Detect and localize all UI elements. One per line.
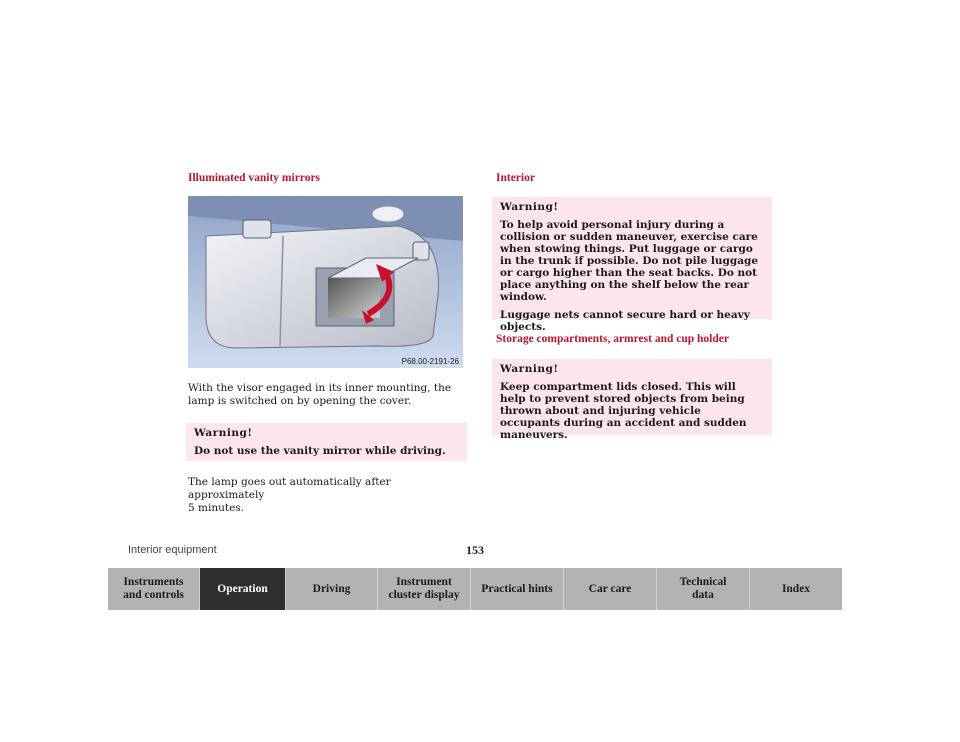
tab-practical-hints[interactable]: Practical hints — [471, 568, 564, 610]
section-heading-vanity-mirrors: Illuminated vanity mirrors — [188, 172, 321, 184]
lamp-timeout-line1: The lamp goes out automatically after approximately — [188, 476, 391, 501]
section-heading-storage: Storage compartments, armrest and cup holder — [496, 333, 729, 345]
warning-text-nets: Luggage nets cannot secure hard or heavy objects. — [500, 309, 750, 333]
tab-car-care[interactable]: Car care — [564, 568, 657, 610]
warning-text: Do not use the vanity mirror while driving. — [194, 445, 446, 457]
warning-box-vanity — [186, 423, 467, 461]
warning-title: Warning! — [500, 363, 559, 375]
tab-driving[interactable]: Driving — [286, 568, 378, 610]
illustration-code: P68.00-2191-26 — [401, 357, 459, 366]
warning-text: To help avoid personal injury during a collision or sudden maneuver, exercise care when stowing things. Put luggage or cargo in the trunk if possible. Do not pile luggage or cargo higher than the seat backs. Do not place anything on the shelf below the rear window. — [500, 219, 759, 303]
tab-index[interactable]: Index — [750, 568, 842, 610]
lamp-timeout-text — [188, 476, 468, 515]
tab-instruments-and-controls[interactable]: Instruments and controls — [108, 568, 200, 610]
vanity-mirror-illustration — [188, 196, 463, 368]
chapter-nav — [108, 568, 842, 610]
footer-section-title: Interior equipment — [128, 544, 217, 556]
vanity-mirror-description: With the visor engaged in its inner mounting, the lamp is switched on by opening the cover. — [188, 382, 452, 407]
warning-box-interior — [492, 197, 772, 333]
page-number: 153 — [466, 543, 484, 557]
sun-visor-drawing — [188, 196, 463, 368]
lamp-timeout-line2: 5 minutes. — [188, 502, 245, 514]
tab-technical-data[interactable]: Technical data — [657, 568, 750, 610]
warning-title: Warning! — [500, 201, 559, 213]
warning-box-storage — [492, 359, 772, 441]
warning-title: Warning! — [194, 427, 253, 439]
tab-operation[interactable]: Operation — [200, 568, 286, 610]
section-heading-interior: Interior — [496, 172, 535, 184]
tab-instrument-cluster-display[interactable]: Instrument cluster display — [378, 568, 471, 610]
warning-text: Keep compartment lids closed. This will help to prevent stored objects from being thrown about and injuring vehicle occupants during an accident and sudden maneuvers. — [500, 381, 747, 441]
